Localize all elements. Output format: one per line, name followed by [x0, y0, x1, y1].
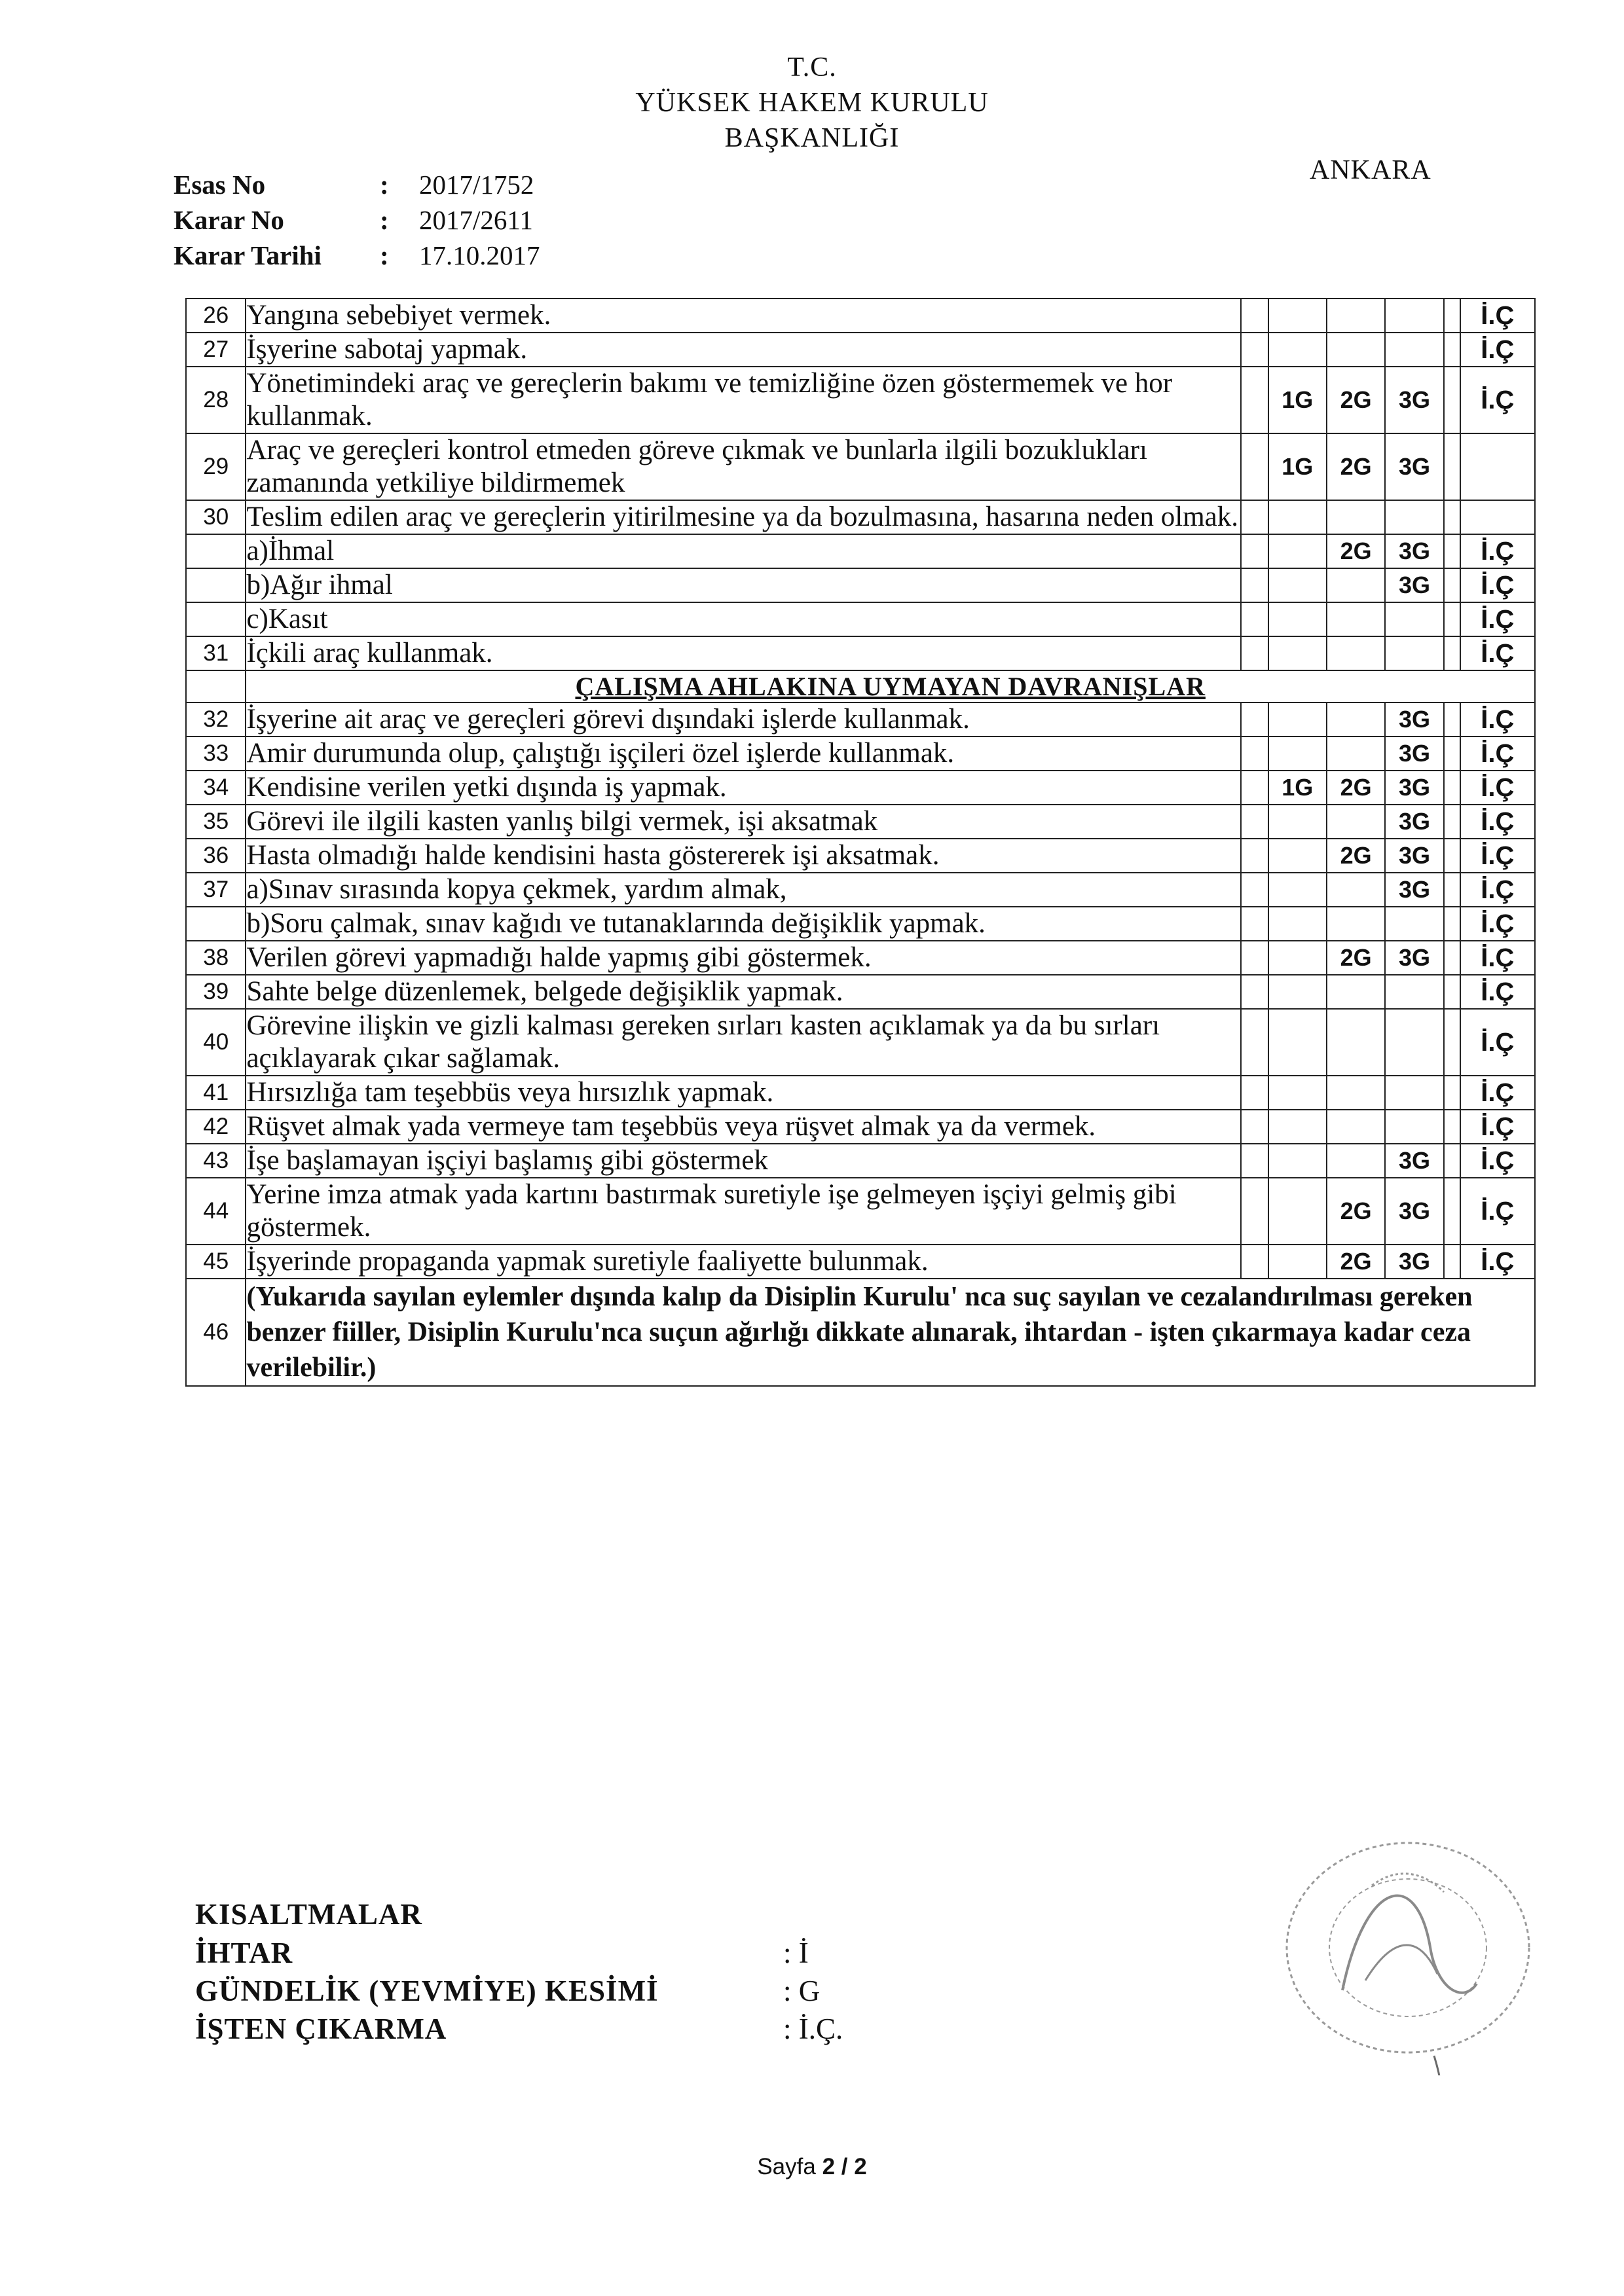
table-row-penalty-2g	[1327, 333, 1385, 367]
table-row-penalty-3g	[1385, 500, 1443, 534]
table-row-no	[186, 670, 246, 702]
table-row-penalty-3g	[1385, 333, 1443, 367]
abbr-value-gundelik: : G	[783, 1975, 821, 2007]
table-row-no: 32	[186, 702, 246, 737]
table-row-description: Kendisine verilen yetki dışında iş yapmak.	[246, 771, 1241, 805]
table-row-description: Verilen görevi yapmadığı halde yapmış gibi göstermek.	[246, 941, 1241, 975]
table-row-no: 44	[186, 1178, 246, 1245]
table-row-penalty-1g	[1268, 1076, 1327, 1110]
table-row-description: Hasta olmadığı halde kendisini hasta göstererek işi aksatmak.	[246, 839, 1241, 873]
table-row-penalty-3g: 3G	[1385, 702, 1443, 737]
table-row-penalty-1g	[1268, 636, 1327, 670]
table-row-penalty-ic: İ.Ç	[1460, 873, 1535, 907]
table-row-empty-cell	[1444, 702, 1460, 737]
table-row-empty-cell	[1241, 333, 1268, 367]
table-row-46	[186, 1279, 1535, 1386]
table-row-description: a)Sınav sırasında kopya çekmek, yardım almak,	[246, 873, 1241, 907]
table-row-empty-cell	[1241, 433, 1268, 500]
abbr-label-gundelik: GÜNDELİK (YEVMİYE) KESİMİ	[195, 1975, 659, 2007]
table-row-penalty-2g	[1327, 1076, 1385, 1110]
table-row-empty-cell	[1241, 1178, 1268, 1245]
table-row-penalty-1g	[1268, 299, 1327, 333]
table-row-penalty-ic: İ.Ç	[1460, 941, 1535, 975]
table-row-penalty-ic: İ.Ç	[1460, 1009, 1535, 1076]
abbr-value-ihtar: : İ	[783, 1937, 809, 1969]
table-row-penalty-3g	[1385, 907, 1443, 941]
table-row-penalty-ic: İ.Ç	[1460, 1245, 1535, 1279]
table-row-penalty-1g	[1268, 702, 1327, 737]
table-row-penalty-ic: İ.Ç	[1460, 602, 1535, 636]
table-row-penalty-2g: 2G	[1327, 433, 1385, 500]
table-row-empty-cell	[1241, 367, 1268, 433]
table-row-penalty-1g: 1G	[1268, 367, 1327, 433]
table-row	[186, 1110, 1535, 1144]
table-row-empty-cell	[1444, 568, 1460, 602]
table-row-penalty-1g	[1268, 1178, 1327, 1245]
karar-no-colon: :	[380, 205, 389, 235]
table-row-penalty-3g	[1385, 636, 1443, 670]
header-institution: YÜKSEK HAKEM KURULU	[635, 88, 989, 118]
table-row-penalty-1g	[1268, 333, 1327, 367]
table-row-penalty-1g	[1268, 568, 1327, 602]
abbr-label-isten-cikarma: İŞTEN ÇIKARMA	[195, 2013, 447, 2045]
table-row-no: 34	[186, 771, 246, 805]
table-row-description: Amir durumunda olup, çalıştığı işçileri özel işlerde kullanmak.	[246, 737, 1241, 771]
table-row-penalty-1g	[1268, 873, 1327, 907]
table-row	[186, 941, 1535, 975]
table-row	[186, 1076, 1535, 1110]
table-row-description: Yönetimindeki araç ve gereçlerin bakımı ve temizliğine özen göstermemek ve hor kullanmak.	[246, 367, 1241, 433]
table-row-penalty-ic: İ.Ç	[1460, 568, 1535, 602]
table-row	[186, 771, 1535, 805]
table-row-no: 36	[186, 839, 246, 873]
table-row-empty-cell	[1444, 333, 1460, 367]
table-row	[186, 299, 1535, 333]
table-row-penalty-2g: 2G	[1327, 839, 1385, 873]
table-row	[186, 873, 1535, 907]
table-row	[186, 433, 1535, 500]
table-row	[186, 907, 1535, 941]
table-row-description: Yangına sebebiyet vermek.	[246, 299, 1241, 333]
table-row-46-text: (Yukarıda sayılan eylemler dışında kalıp da Disiplin Kurulu' nca suç sayılan ve cezalandırılması gereken benzer fiiller, Disiplin Kurulu'nca suçun ağırlığı dikkate alınarak, ihtardan - işten çıkarmaya kadar ceza verilebilir.)	[246, 1279, 1535, 1386]
table-row	[186, 1144, 1535, 1178]
table-row-no: 30	[186, 500, 246, 534]
table-row-penalty-3g: 3G	[1385, 1245, 1443, 1279]
table-row-empty-cell	[1241, 1245, 1268, 1279]
table-row	[186, 1245, 1535, 1279]
table-row-penalty-ic: İ.Ç	[1460, 534, 1535, 568]
table-row-penalty-ic: İ.Ç	[1460, 805, 1535, 839]
table-row-no: 29	[186, 433, 246, 500]
table-row-empty-cell	[1444, 873, 1460, 907]
table-row-empty-cell	[1444, 1076, 1460, 1110]
table-row-description: b)Ağır ihmal	[246, 568, 1241, 602]
table-row-empty-cell	[1444, 602, 1460, 636]
table-row-penalty-ic: İ.Ç	[1460, 839, 1535, 873]
table-row-penalty-ic: İ.Ç	[1460, 1076, 1535, 1110]
table-row	[186, 1009, 1535, 1076]
table-row-empty-cell	[1241, 839, 1268, 873]
table-row-penalty-3g	[1385, 1009, 1443, 1076]
table-row-penalty-2g	[1327, 636, 1385, 670]
table-row-empty-cell	[1444, 367, 1460, 433]
table-row-empty-cell	[1241, 873, 1268, 907]
page-footer	[0, 2154, 1624, 2180]
table-row-penalty-2g	[1327, 702, 1385, 737]
table-row-description: Sahte belge düzenlemek, belgede değişiklik yapmak.	[246, 975, 1241, 1009]
table-row-empty-cell	[1444, 636, 1460, 670]
table-row	[186, 737, 1535, 771]
table-row-penalty-2g	[1327, 299, 1385, 333]
table-body-bottom	[186, 702, 1535, 1279]
table-row-description: Yerine imza atmak yada kartını bastırmak suretiyle işe gelmeyen işçiyi gelmiş gibi göstermek.	[246, 1178, 1241, 1245]
table-row-penalty-ic: İ.Ç	[1460, 771, 1535, 805]
table-row-empty-cell	[1444, 534, 1460, 568]
abbreviations-title: KISALTMALAR	[195, 1898, 422, 1931]
table-row-description: Hırsızlığa tam teşebbüs veya hırsızlık yapmak.	[246, 1076, 1241, 1110]
table-row-description: İçkili araç kullanmak.	[246, 636, 1241, 670]
table-row-no: 41	[186, 1076, 246, 1110]
table-row-penalty-2g	[1327, 568, 1385, 602]
table-row	[186, 1178, 1535, 1245]
table-row-empty-cell	[1444, 805, 1460, 839]
table-row	[186, 568, 1535, 602]
table-row-no: 26	[186, 299, 246, 333]
table-row-empty-cell	[1444, 975, 1460, 1009]
table-row-penalty-1g	[1268, 941, 1327, 975]
table-row-empty-cell	[1444, 500, 1460, 534]
table-row-penalty-3g	[1385, 1110, 1443, 1144]
table-row-empty-cell	[1241, 941, 1268, 975]
karar-no-value: 2017/2611	[419, 205, 533, 235]
table-row-no: 27	[186, 333, 246, 367]
table-row-penalty-2g: 2G	[1327, 534, 1385, 568]
table-row-penalty-3g	[1385, 1076, 1443, 1110]
footer-prefix: Sayfa	[757, 2154, 816, 2179]
table-row-penalty-2g	[1327, 873, 1385, 907]
table-row-penalty-3g: 3G	[1385, 839, 1443, 873]
table-row-no: 28	[186, 367, 246, 433]
table-row-empty-cell	[1444, 839, 1460, 873]
table-row-empty-cell	[1444, 299, 1460, 333]
table-row-empty-cell	[1444, 1110, 1460, 1144]
table-body-top	[186, 299, 1535, 670]
table-row-empty-cell	[1241, 1144, 1268, 1178]
table-row-penalty-2g	[1327, 500, 1385, 534]
table-row-penalty-ic: İ.Ç	[1460, 907, 1535, 941]
table-row-empty-cell	[1241, 1110, 1268, 1144]
table-row-penalty-1g	[1268, 1009, 1327, 1076]
table-row	[186, 500, 1535, 534]
table-row-penalty-ic: İ.Ç	[1460, 702, 1535, 737]
table-row-penalty-2g: 2G	[1327, 1178, 1385, 1245]
table-row	[186, 839, 1535, 873]
table-row-no: 33	[186, 737, 246, 771]
table-row-description: İşe başlamayan işçiyi başlamış gibi göstermek	[246, 1144, 1241, 1178]
abbr-value-isten-cikarma: : İ.Ç.	[783, 2013, 843, 2045]
table-row-penalty-3g: 3G	[1385, 873, 1443, 907]
table-row-no: 31	[186, 636, 246, 670]
table-row-penalty-1g	[1268, 602, 1327, 636]
abbr-label-ihtar: İHTAR	[195, 1937, 293, 1969]
table-row-penalty-1g	[1268, 1110, 1327, 1144]
table-row	[186, 636, 1535, 670]
table-row-empty-cell	[1241, 568, 1268, 602]
table-row-penalty-3g: 3G	[1385, 433, 1443, 500]
table-row-empty-cell	[1444, 1144, 1460, 1178]
table-row-description: İşyerinde propaganda yapmak suretiyle faaliyette bulunmak.	[246, 1245, 1241, 1279]
table-row-no: 45	[186, 1245, 246, 1279]
table-row-no: 43	[186, 1144, 246, 1178]
table-row-no: 37	[186, 873, 246, 907]
table-row-penalty-1g	[1268, 534, 1327, 568]
header-tc: T.C.	[787, 52, 837, 82]
table-row-description: Teslim edilen araç ve gereçlerin yitirilmesine ya da bozulmasına, hasarına neden olmak.	[246, 500, 1241, 534]
table-row-empty-cell	[1241, 805, 1268, 839]
karar-no-label: Karar No	[174, 205, 284, 235]
table-row	[186, 367, 1535, 433]
table-row-penalty-2g	[1327, 1110, 1385, 1144]
table-final	[186, 1279, 1535, 1386]
table-row-penalty-3g	[1385, 602, 1443, 636]
table-row-penalty-1g	[1268, 1245, 1327, 1279]
table-row-empty-cell	[1241, 771, 1268, 805]
header-presidency: BAŞKANLIĞI	[724, 123, 900, 153]
table-row-empty-cell	[1241, 1076, 1268, 1110]
table-row-description: İşyerine sabotaj yapmak.	[246, 333, 1241, 367]
table-row-penalty-3g: 3G	[1385, 805, 1443, 839]
table-row-penalty-3g: 3G	[1385, 1144, 1443, 1178]
table-row-no: 35	[186, 805, 246, 839]
table-row-penalty-3g: 3G	[1385, 771, 1443, 805]
table-row-penalty-1g	[1268, 975, 1327, 1009]
table-row-empty-cell	[1241, 299, 1268, 333]
karar-tarihi-value: 17.10.2017	[419, 240, 540, 270]
table-row-description: a)İhmal	[246, 534, 1241, 568]
table-row-empty-cell	[1241, 737, 1268, 771]
section-row	[186, 670, 1535, 702]
table-row-empty-cell	[1444, 941, 1460, 975]
table-row-penalty-2g: 2G	[1327, 1245, 1385, 1279]
section-title: ÇALIŞMA AHLAKINA UYMAYAN DAVRANIŞLAR	[246, 670, 1535, 702]
table-row-no: 39	[186, 975, 246, 1009]
table-row-empty-cell	[1444, 771, 1460, 805]
table-row	[186, 602, 1535, 636]
table-row-penalty-1g	[1268, 805, 1327, 839]
esas-no-colon: :	[380, 170, 389, 200]
table-row-penalty-ic	[1460, 500, 1535, 534]
table-row-penalty-2g: 2G	[1327, 367, 1385, 433]
table-row-empty-cell	[1444, 1178, 1460, 1245]
table-row-empty-cell	[1241, 975, 1268, 1009]
table-row-penalty-3g: 3G	[1385, 534, 1443, 568]
table-row-penalty-2g	[1327, 1009, 1385, 1076]
table-row-penalty-2g: 2G	[1327, 771, 1385, 805]
table-row	[186, 702, 1535, 737]
table-row-empty-cell	[1444, 737, 1460, 771]
table-row-empty-cell	[1241, 1009, 1268, 1076]
table-row-penalty-2g	[1327, 805, 1385, 839]
table-row-penalty-2g	[1327, 737, 1385, 771]
esas-no-label: Esas No	[174, 170, 266, 200]
table-row-penalty-ic: İ.Ç	[1460, 737, 1535, 771]
karar-tarihi-label: Karar Tarihi	[174, 240, 322, 270]
table-row	[186, 805, 1535, 839]
table-row-penalty-2g	[1327, 1144, 1385, 1178]
table-row-penalty-3g: 3G	[1385, 568, 1443, 602]
table-row-description: Görevine ilişkin ve gizli kalması gereken sırları kasten açıklamak ya da bu sırları açıklayarak çıkar sağlamak.	[246, 1009, 1241, 1076]
official-seal-stamp	[1267, 1840, 1549, 2075]
table-row-penalty-ic: İ.Ç	[1460, 1144, 1535, 1178]
table-row-no: 40	[186, 1009, 246, 1076]
discipline-table	[185, 298, 1536, 1387]
table-row-penalty-3g	[1385, 975, 1443, 1009]
table-row-empty-cell	[1444, 1245, 1460, 1279]
table-row-penalty-2g	[1327, 975, 1385, 1009]
table-row-empty-cell	[1241, 636, 1268, 670]
table-row-penalty-3g	[1385, 299, 1443, 333]
table-row-penalty-2g	[1327, 602, 1385, 636]
table-row-penalty-ic: İ.Ç	[1460, 975, 1535, 1009]
table-row-no: 38	[186, 941, 246, 975]
table-row-penalty-1g	[1268, 737, 1327, 771]
table-row-description: Görevi ile ilgili kasten yanlış bilgi vermek, işi aksatmak	[246, 805, 1241, 839]
table-row	[186, 975, 1535, 1009]
table-row-penalty-1g: 1G	[1268, 433, 1327, 500]
table-row-penalty-3g: 3G	[1385, 367, 1443, 433]
table-row-empty-cell	[1241, 602, 1268, 636]
table-row-empty-cell	[1444, 1009, 1460, 1076]
table-row-penalty-2g	[1327, 907, 1385, 941]
table-row-penalty-ic: İ.Ç	[1460, 333, 1535, 367]
table-row-no: 42	[186, 1110, 246, 1144]
table-row-penalty-ic: İ.Ç	[1460, 299, 1535, 333]
table-row-penalty-ic: İ.Ç	[1460, 367, 1535, 433]
table-row-penalty-1g	[1268, 500, 1327, 534]
table-row-empty-cell	[1241, 534, 1268, 568]
table-row	[186, 534, 1535, 568]
table-row-penalty-ic	[1460, 433, 1535, 500]
table-row-no	[186, 568, 246, 602]
table-row-penalty-ic: İ.Ç	[1460, 1110, 1535, 1144]
table-row-description: İşyerine ait araç ve gereçleri görevi dışındaki işlerde kullanmak.	[246, 702, 1241, 737]
table-row-empty-cell	[1444, 433, 1460, 500]
table-row-no	[186, 907, 246, 941]
table-row-empty-cell	[1241, 907, 1268, 941]
footer-page-number: 2 / 2	[822, 2154, 867, 2179]
table-row-penalty-ic: İ.Ç	[1460, 1178, 1535, 1245]
table-row-no	[186, 602, 246, 636]
table-row-penalty-3g: 3G	[1385, 941, 1443, 975]
table-row-penalty-1g	[1268, 839, 1327, 873]
esas-no-value: 2017/1752	[419, 170, 534, 200]
table-row-penalty-2g: 2G	[1327, 941, 1385, 975]
table-row-penalty-ic: İ.Ç	[1460, 636, 1535, 670]
table-row-description: b)Soru çalmak, sınav kağıdı ve tutanaklarında değişiklik yapmak.	[246, 907, 1241, 941]
table-row-no: 46	[186, 1279, 246, 1386]
header-city: ANKARA	[1310, 155, 1431, 185]
table-row-empty-cell	[1241, 702, 1268, 737]
table-row-description: Rüşvet almak yada vermeye tam teşebbüs veya rüşvet almak ya da vermek.	[246, 1110, 1241, 1144]
table-row-empty-cell	[1241, 500, 1268, 534]
table-row-empty-cell	[1444, 907, 1460, 941]
table-row-penalty-1g: 1G	[1268, 771, 1327, 805]
table-row	[186, 333, 1535, 367]
table-row-penalty-1g	[1268, 1144, 1327, 1178]
table-row-penalty-3g: 3G	[1385, 1178, 1443, 1245]
karar-tarihi-colon: :	[380, 240, 389, 270]
table-row-penalty-1g	[1268, 907, 1327, 941]
table-row-description: Araç ve gereçleri kontrol etmeden göreve çıkmak ve bunlarla ilgili bozuklukları zamanında yetkiliye bildirmemek	[246, 433, 1241, 500]
table-row-no	[186, 534, 246, 568]
table-section-header	[186, 670, 1535, 702]
table-row-description: c)Kasıt	[246, 602, 1241, 636]
table-row-penalty-3g: 3G	[1385, 737, 1443, 771]
